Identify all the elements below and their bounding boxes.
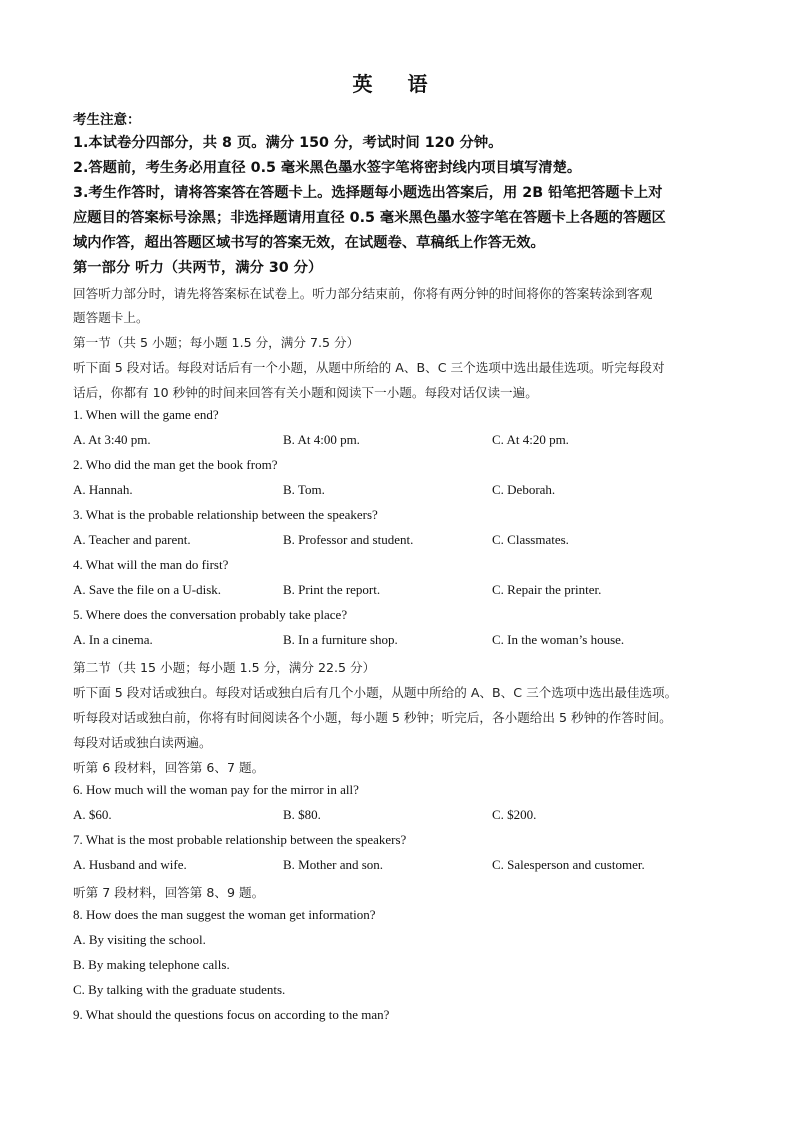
part1-intro-line-2: 题答题卡上。 [73, 310, 149, 325]
question-2-option-b: B. Tom. [283, 482, 325, 497]
notice-item-3-line-2: 应题目的答案标号涂黑；非选择题请用直径 0.5 毫米黑色墨水签字笔在答题卡上各题的答题区 [73, 210, 666, 226]
material-6-note: 听第 6 段材料，回答第 6、7 题。 [73, 760, 265, 775]
question-2: 2. Who did the man get the book from? [73, 457, 278, 472]
question-3-option-b: B. Professor and student. [283, 532, 414, 547]
notice-item-3-line-1: 3.考生作答时，请将答案答在答题卡上。选择题每小题选出答案后，用 2B 铅笔把答题卡上对 [73, 185, 663, 201]
question-8-option-b: B. By making telephone calls. [73, 957, 230, 972]
question-8-option-c: C. By talking with the graduate students. [73, 982, 286, 997]
question-4-option-c: C. Repair the printer. [492, 582, 602, 597]
page-title: 英 语 [352, 72, 442, 96]
section2-instruction-line-2: 听每段对话或独白前，你将有时间阅读各个小题，每小题 5 秒钟；听完后，各小题给出 5 秒钟的作答时间。 [73, 710, 672, 725]
question-4-option-a: A. Save the file on a U-disk. [73, 582, 222, 597]
question-1-option-a: A. At 3:40 pm. [73, 432, 151, 447]
question-6: 6. How much will the woman pay for the mirror in all? [73, 782, 359, 797]
question-8-option-a: A. By visiting the school. [73, 932, 206, 947]
section1-instruction-line-1: 听下面 5 段对话。每段对话后有一个小题，从题中所给的 A、B、C 三个选项中选出最佳选项。听完每段对 [73, 360, 665, 375]
question-1-option-c: C. At 4:20 pm. [492, 432, 569, 447]
question-6-option-b: B. $80. [283, 807, 321, 822]
question-4: 4. What will the man do first? [73, 557, 229, 572]
part1-intro-line-1: 回答听力部分时，请先将答案标在试卷上。听力部分结束前，你将有两分钟的时间将你的答案转涂到客观 [73, 286, 653, 301]
question-7: 7. What is the most probable relationship between the speakers? [73, 832, 407, 847]
notice-item-3-line-3: 域内作答，超出答题区域书写的答案无效，在试题卷、草稿纸上作答无效。 [73, 235, 545, 251]
question-4-option-b: B. Print the report. [283, 582, 381, 597]
notice-item-1: 1.本试卷分四部分，共 8 页。满分 150 分，考试时间 120 分钟。 [73, 135, 503, 151]
question-8: 8. How does the man suggest the woman get information? [73, 907, 376, 922]
notice-heading: 考生注意： [73, 112, 141, 128]
question-3-option-a: A. Teacher and parent. [73, 532, 191, 547]
notice-item-2: 2.答题前，考生务必用直径 0.5 毫米黑色墨水签字笔将密封线内项目填写清楚。 [73, 160, 582, 176]
question-6-option-c: C. $200. [492, 807, 537, 822]
question-7-option-b: B. Mother and son. [283, 857, 384, 872]
question-1-option-b: B. At 4:00 pm. [283, 432, 360, 447]
question-5-option-a: A. In a cinema. [73, 632, 153, 647]
question-3-option-c: C. Classmates. [492, 532, 569, 547]
part1-heading: 第一部分 听力（共两节，满分 30 分） [73, 260, 323, 276]
question-9: 9. What should the questions focus on according to the man? [73, 1007, 390, 1022]
section2-heading: 第二节（共 15 小题；每小题 1.5 分，满分 22.5 分） [73, 660, 376, 675]
question-2-option-a: A. Hannah. [73, 482, 133, 497]
question-3: 3. What is the probable relationship between the speakers? [73, 507, 378, 522]
question-7-option-c: C. Salesperson and customer. [492, 857, 645, 872]
question-5-option-b: B. In a furniture shop. [283, 632, 398, 647]
section1-heading: 第一节（共 5 小题；每小题 1.5 分，满分 7.5 分） [73, 335, 360, 350]
question-5-option-c: C. In the woman’s house. [492, 632, 625, 647]
question-1: 1. When will the game end? [73, 407, 219, 422]
question-2-option-c: C. Deborah. [492, 482, 556, 497]
section1-instruction-line-2: 话后，你都有 10 秒钟的时间来回答有关小题和阅读下一小题。每段对话仅读一遍。 [73, 385, 538, 400]
material-7-note: 听第 7 段材料，回答第 8、9 题。 [73, 885, 265, 900]
question-6-option-a: A. $60. [73, 807, 112, 822]
question-7-option-a: A. Husband and wife. [73, 857, 187, 872]
question-5: 5. Where does the conversation probably take place? [73, 607, 348, 622]
section2-instruction-line-3: 每段对话或独白读两遍。 [73, 735, 212, 750]
section2-instruction-line-1: 听下面 5 段对话或独白。每段对话或独白后有几个小题，从题中所给的 A、B、C 三个选项中选出最佳选项。 [73, 685, 678, 700]
